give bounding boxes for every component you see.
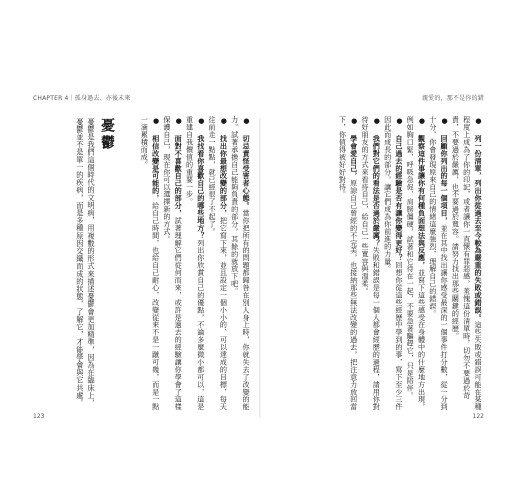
paragraph-lead: 我找看你喜歡自己的哪些地方？ xyxy=(196,134,206,240)
right-page-body xyxy=(265,116,484,412)
paragraph-lead: 自己過去的經驗是否有讓你變得更好？ xyxy=(394,134,404,262)
paragraph-lead: 學會愛自己， xyxy=(349,134,359,180)
paragraph: ● 列一份清單，列出你從過去至今較為嚴重的失敗或錯誤。這些失敗或錯誤可能在某種程度上成為了你的印記，或者讓你一直懷有罪惡感，羞愧這份清單時，切勿不要過於苛責，不要過於嚴厲，也不要過於寬容。請努力找出那些關鍵的經歷。 xyxy=(451,116,483,411)
paragraph: ● 找出你最想改變的部分，把它寫下來，並且設定一個小小的、可以達成的目標，每天往前走一點點，就已經很了不起了。 xyxy=(208,116,229,411)
section-intro: 憂鬱是我們這個時代的文明病，用複數的形式來描述憂鬱會更加精準，因為在臨床上，憂鬱並不是單一的疾病，而是多種原因交織而成的狀態，了解它，才能學會與它共處。 xyxy=(75,118,96,407)
paragraph: ● 我們對它們的看法是否過於嚴厲？失敗和錯誤是每一個人都會經歷的過程，請用你對待好朋友的方式來看待自己，給自己一些寬容與溫柔。 xyxy=(361,116,382,411)
paragraph-text: 把它寫下來，並且設定一個小小的、可以達成的目標，每天往前走一點點，就已經很了不起了。 xyxy=(208,116,229,411)
paragraph-text: 當你把所有的問題都歸咎在別人身上時，你就失去了改變的能力。試著承擔自己能夠負責的部分，其餘的就放下吧。 xyxy=(230,116,251,411)
paragraph-text: 給自己時間，也給自己耐心，改變從來不是一蹴可幾，而是一點一滴累積而成。 xyxy=(140,116,161,411)
paragraph-text: 並寫下這些感受在身體中的什麼地方出現，例如胸口緊、呼吸急促、肩膀僵硬，試著和它待在一起，不要急著驅趕它，只是陪伴。 xyxy=(406,116,427,411)
paragraph: ● 相信改變是可能的，給自己時間，也給自己耐心，改變從來不是一蹴可幾，而是一點一滴累積而成。 xyxy=(140,116,161,411)
page-gutter xyxy=(259,118,261,418)
paragraph-lead: 切忌責怪受害者心態。 xyxy=(242,134,251,210)
page-number-right: 122 xyxy=(472,413,484,420)
running-header-right: 親愛的，那不是你的錯 xyxy=(421,95,484,102)
paragraph: ● 自己過去的經驗是否有讓你變得更好？回想你從這些經歷中學到的事，寫下至少三件因此而成長的部分，讓它們成為你前進的力量。 xyxy=(383,116,404,411)
paragraph-lead: 觀察這件事讓你有何種負面想法與反應， xyxy=(417,134,427,269)
paragraph-lead: 我們對它們的看法是否過於嚴厲？ xyxy=(372,134,382,247)
paragraph-lead: 回顧你列出的每一個項目， xyxy=(440,134,450,225)
running-header-left: CHAPTER 4｜孤身過去、亦後未來 xyxy=(33,95,131,102)
paragraph-lead: 面對不喜歡自己的部分， xyxy=(174,134,184,217)
paragraph: ● 我找看你喜歡自己的哪些地方？列出你欣賞自己的優點，不論多麼微小都可以，這是重建自我價值的重要一步。 xyxy=(185,116,206,411)
paragraph-text: 並在其中找出讓你感受最深的一個事件打分數，從一分到十分，你會發現原來自己的情緒這麼強烈，理解自己的錯誤。 xyxy=(428,116,450,411)
paragraph-text: 列出你欣賞自己的優點，不論多麼微小都可以，這是重建自我價值的重要一步。 xyxy=(185,116,206,411)
page-number-left: 123 xyxy=(33,413,45,420)
paragraph-text: 原諒自己曾經的不完美，也接納那些無法改變的過去，把注意力放回當下，你值得被好好對待。 xyxy=(338,116,359,411)
paragraph: ● 面對不喜歡自己的部分，試著理解它們從何而來，或許是過去的經驗讓你學會了這樣保護自己，現在你可以選擇新的方式。 xyxy=(162,116,184,411)
paragraph-lead: 相信改變是可能的， xyxy=(151,134,161,202)
paragraph: ● 回顧你列出的每一個項目，並在其中找出讓你感受最深的一個事件打分數，從一分到十分，你會發現原來自己的情緒這麼強烈，理解自己的錯誤。 xyxy=(428,116,450,411)
paragraph: ● 觀察這件事讓你有何種負面想法與反應，並寫下這些感受在身體中的什麼地方出現，例如胸口緊、呼吸急促、肩膀僵硬，試著和它待在一起，不要急著驅趕它，只是陪伴。 xyxy=(406,116,427,411)
paragraph-text: 試著理解它們從何而來，或許是過去的經驗讓你學會了這樣保護自己，現在你可以選擇新的方式。 xyxy=(162,116,184,411)
paragraph-text: 這些失敗或錯誤可能在某種程度上成為了你的印記，或者讓你一直懷有罪惡感，羞愧這份清單時，切勿不要過於苛責，不要過於嚴厲，也不要過於寬容。請努力找出那些關鍵的經歷。 xyxy=(451,116,483,411)
paragraph-text: 回想你從這些經歷中學到的事，寫下至少三件因此而成長的部分，讓它們成為你前進的力量。 xyxy=(383,116,404,411)
paragraph-lead: 找出你最想改變的部分， xyxy=(219,134,229,217)
paragraph-text: 失敗和錯誤是每一個人都會經歷的過程，請用你對待好朋友的方式來看待自己，給自己一些寬容與溫柔。 xyxy=(361,116,382,411)
paragraph: ● 切忌責怪受害者心態。當你把所有的問題都歸咎在別人身上時，你就失去了改變的能力。試著承擔自己能夠負責的部分，其餘的就放下吧。 xyxy=(230,116,251,411)
paragraph-lead: 列一份清單，列出你從過去至今較為嚴重的失敗或錯誤。 xyxy=(474,134,483,321)
paragraph: ● 學會愛自己，原諒自己曾經的不完美，也接納那些無法改變的過去，把注意力放回當下，你值得被好好對待。 xyxy=(338,116,359,411)
section-title: 憂鬱 xyxy=(99,118,115,152)
